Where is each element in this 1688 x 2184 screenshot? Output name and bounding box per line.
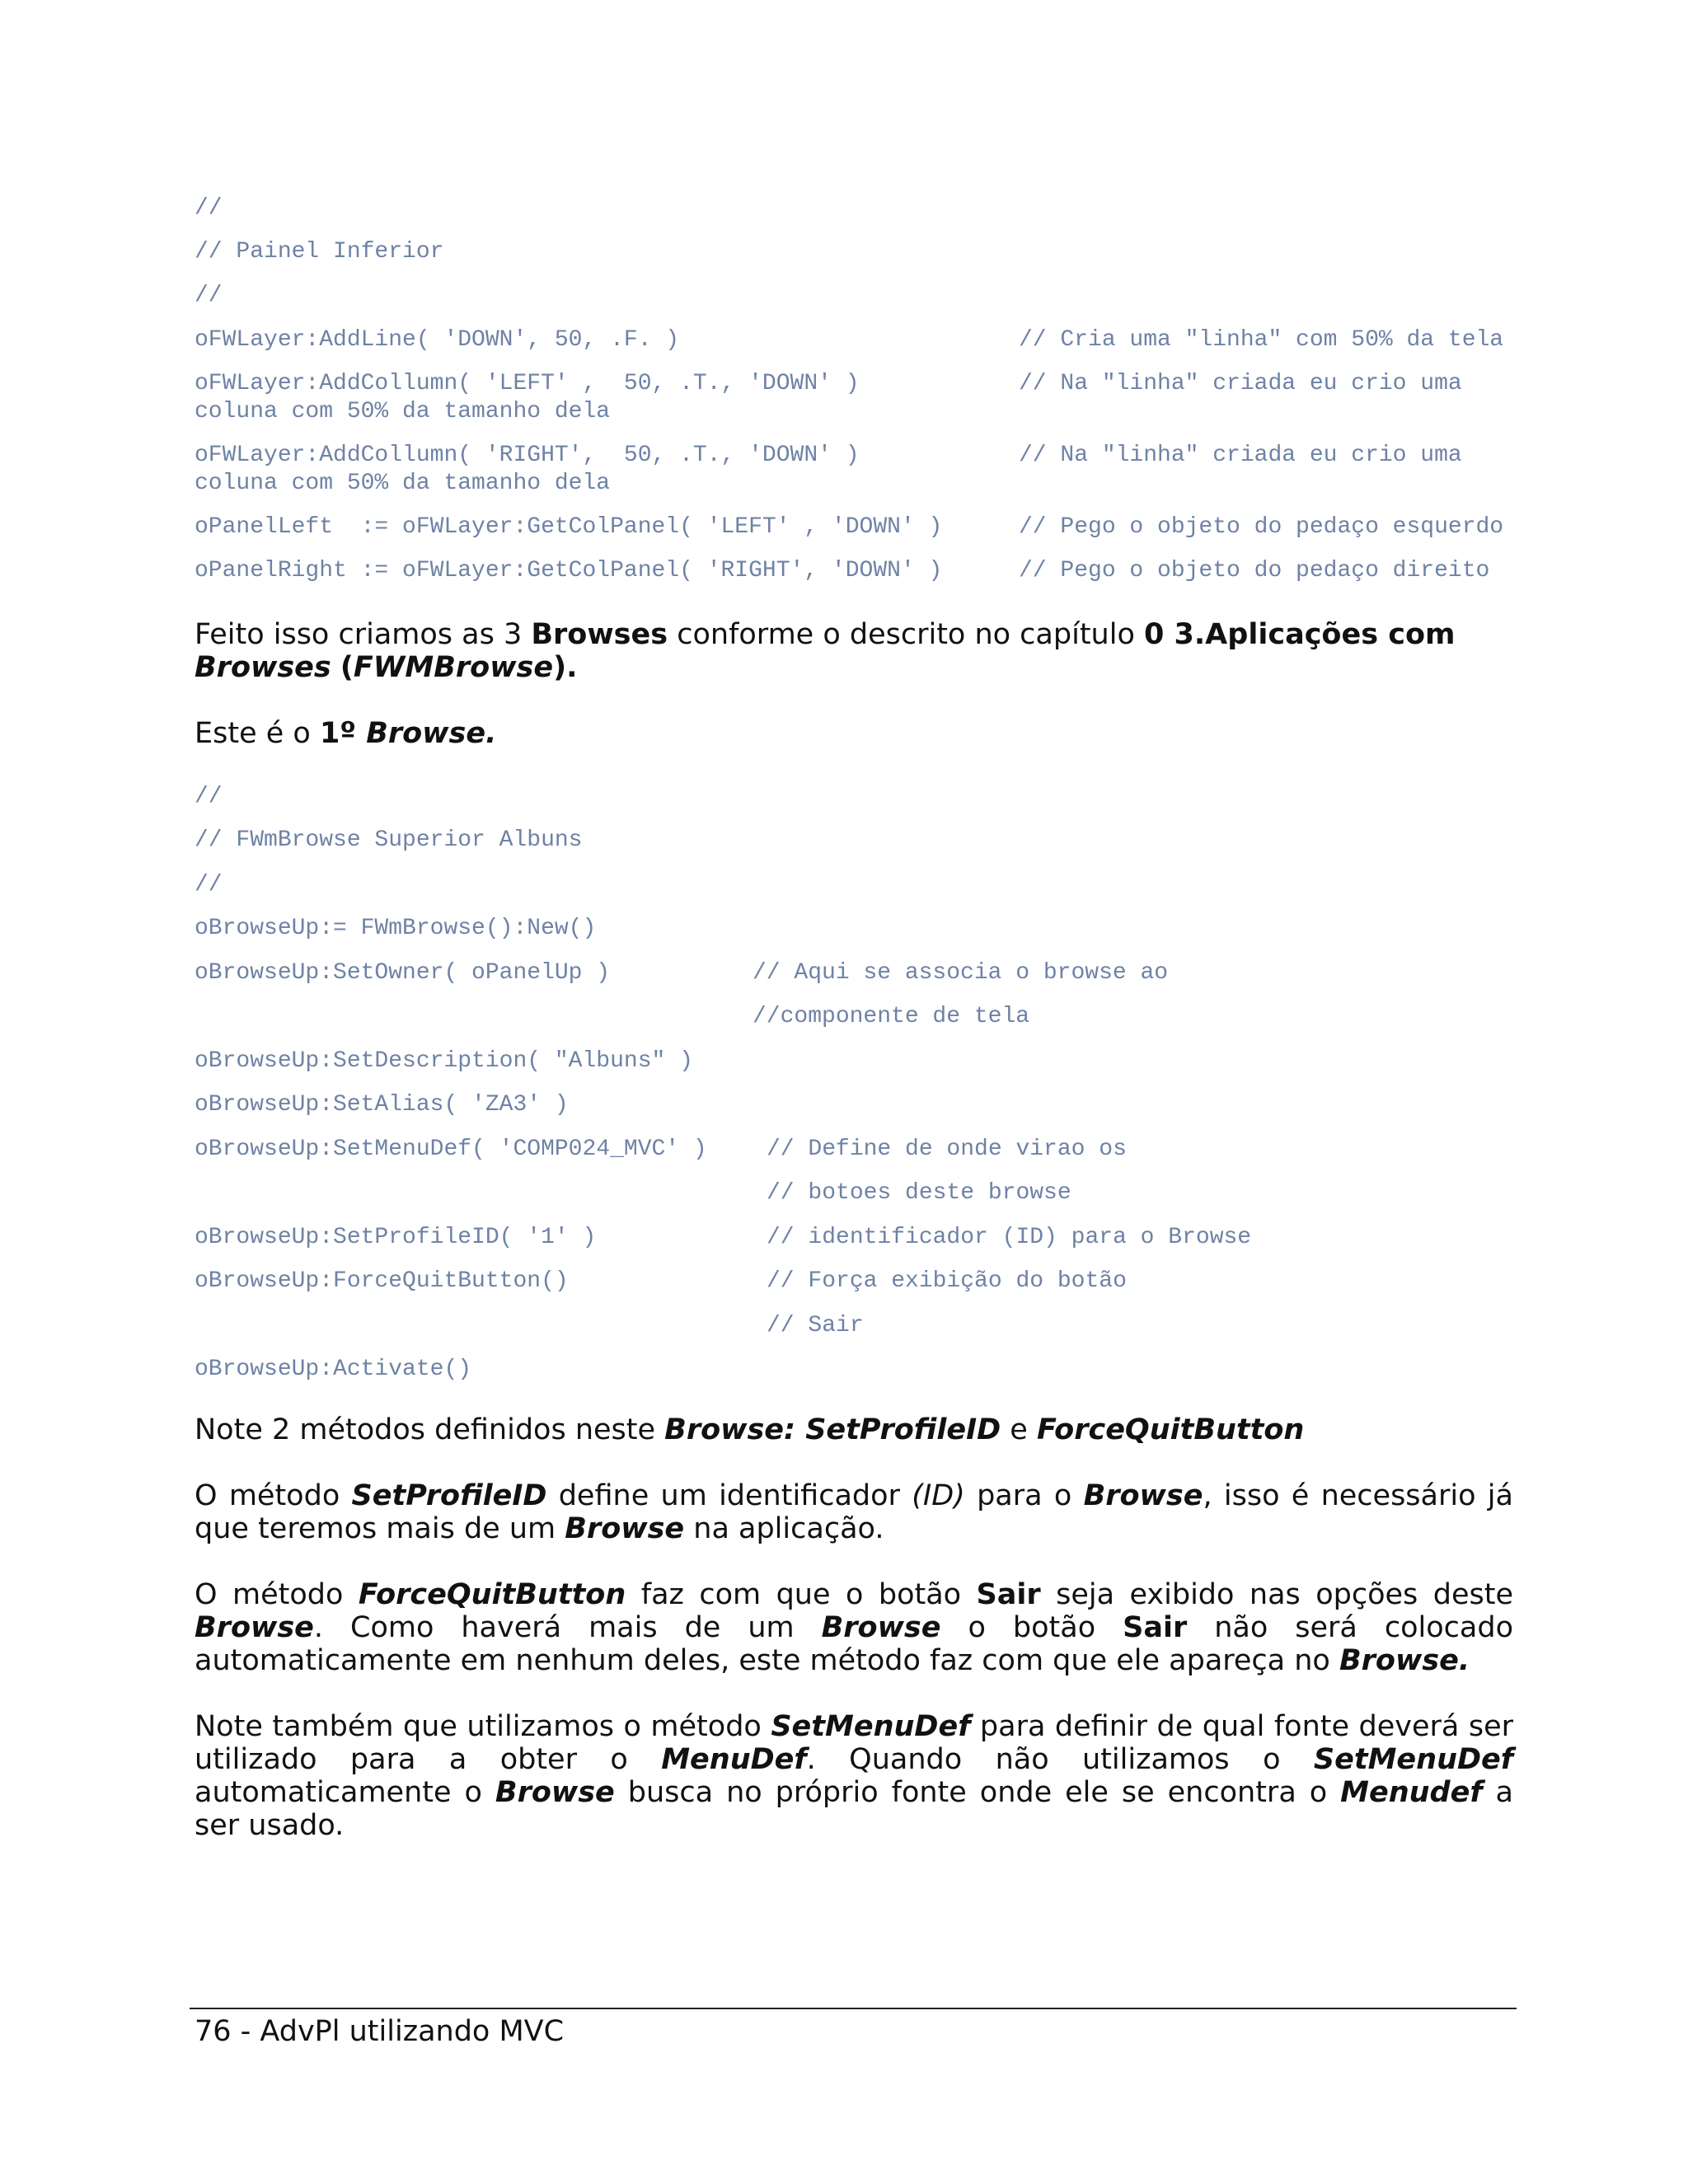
code-line: oBrowseUp:SetProfileID( '1' ) <box>195 1225 597 1250</box>
code-comment: // Aqui se associa o browse ao <box>753 960 1169 986</box>
code-comment: // Pego o objeto do pedaço esquerdo <box>1019 514 1504 540</box>
code-line: oPanelRight := oFWLayer:GetColPanel( 'RIGHT', 'DOWN' ) <box>195 558 943 583</box>
bold-italic-text: Browse <box>495 1776 615 1809</box>
code-comment-continuation: coluna com 50% da tamanho dela <box>195 471 611 496</box>
text: para definir de qual fonte deverá ser utilizado para a obter o <box>195 1710 1513 1776</box>
code-comment: // identificador (ID) para o Browse <box>767 1225 1252 1250</box>
code-comment-continuation: coluna com 50% da tamanho dela <box>195 399 611 424</box>
bold-italic-text: SetMenuDef <box>771 1710 971 1743</box>
text: na aplicação. <box>684 1512 884 1545</box>
text <box>331 651 340 684</box>
code-comment: // Sair <box>767 1313 864 1338</box>
code-comment: // Pego o objeto do pedaço direito <box>1019 558 1490 583</box>
code-comment: // Na "linha" criada eu crio uma <box>1019 443 1462 468</box>
text: não será colocado automaticamente em nenhum deles, este método faz com que ele apareça no <box>195 1611 1513 1677</box>
code-line: // <box>195 283 223 308</box>
bold-italic-text: SetMenuDef <box>1313 1743 1514 1776</box>
text: Note também que utilizamos o método <box>195 1710 771 1743</box>
text: a ser usado. <box>195 1776 1514 1842</box>
bold-italic-text: Browses <box>195 651 331 684</box>
code-line: oBrowseUp:SetMenuDef( 'COMP024_MVC' ) <box>195 1137 707 1162</box>
text: . Quando não utilizamos o <box>806 1743 1314 1776</box>
page-footer: 76 - AdvPl utilizando MVC <box>195 2015 565 2048</box>
text: faz com que o botão <box>626 1578 977 1611</box>
text: e <box>1001 1413 1037 1446</box>
code-comment: // botoes deste browse <box>767 1180 1071 1206</box>
code-comment: // Define de onde virao os <box>767 1137 1127 1162</box>
bold-text: Sair <box>976 1578 1041 1611</box>
text: o botão <box>940 1611 1123 1644</box>
code-line: oFWLayer:AddCollumn( 'RIGHT', 50, .T., 'DOWN' ) <box>195 443 860 468</box>
bold-italic-text: FWMBrowse <box>353 651 554 684</box>
bold-text: ). <box>553 651 578 684</box>
bold-italic-text: Menudef <box>1340 1776 1483 1809</box>
footer-divider <box>190 2008 1517 2009</box>
chapter-reference: 0 3.Aplicações com <box>1144 618 1456 651</box>
bold-italic-text: Browse <box>195 1611 314 1644</box>
code-line: // FWmBrowse Superior Albuns <box>195 827 583 853</box>
code-line: oFWLayer:AddLine( 'DOWN', 50, .F. ) <box>195 327 680 353</box>
paragraph-note-methods <box>195 1413 1513 1446</box>
paragraph-first-browse <box>195 717 1513 750</box>
code-line: // <box>195 784 223 809</box>
bold-italic-text: Browse <box>821 1611 941 1644</box>
text: O método <box>195 1578 359 1611</box>
code-line: oBrowseUp:SetAlias( 'ZA3' ) <box>195 1092 569 1118</box>
paragraph-forcequitbutton <box>195 1578 1513 1677</box>
code-line: oFWLayer:AddCollumn( 'LEFT' , 50, .T., 'DOWN' ) <box>195 371 860 396</box>
bold-italic-text: SetProfileID <box>351 1479 547 1512</box>
paragraph-setmenudef <box>195 1710 1513 1842</box>
text: , isso é necessário já que teremos mais de um <box>195 1479 1513 1545</box>
bold-text: ( <box>340 651 354 684</box>
text: automaticamente o <box>195 1776 495 1809</box>
text: O método <box>195 1479 352 1512</box>
bold-italic-text: Browse <box>1083 1479 1203 1512</box>
code-line: oBrowseUp:SetOwner( oPanelUp ) <box>195 960 611 986</box>
code-comment: // Na "linha" criada eu crio uma <box>1019 371 1462 396</box>
code-line: oPanelLeft := oFWLayer:GetColPanel( 'LEFT' , 'DOWN' ) <box>195 514 943 540</box>
code-line: oBrowseUp:Activate() <box>195 1357 472 1382</box>
bold-italic-text: Browse. <box>1339 1644 1470 1677</box>
text: Note 2 métodos definidos neste <box>195 1413 665 1446</box>
text: para o <box>964 1479 1084 1512</box>
code-line: oBrowseUp:SetDescription( "Albuns" ) <box>195 1048 693 1074</box>
bold-italic-text: Browse. <box>366 717 497 750</box>
text: seja exibido nas opções deste <box>1040 1578 1513 1611</box>
text: . Como haverá mais de um <box>313 1611 822 1644</box>
code-comment: // Cria uma "linha" com 50% da tela <box>1019 327 1504 353</box>
paragraph-setprofileid <box>195 1479 1513 1545</box>
code-line: // <box>195 195 223 221</box>
bold-italic-text: ForceQuitButton <box>358 1578 626 1611</box>
bold-text: Browses <box>531 618 668 651</box>
paragraph-browses-intro <box>195 618 1513 684</box>
bold-text: Sair <box>1123 1611 1188 1644</box>
bold-italic-text: Browse <box>565 1512 685 1545</box>
text: conforme o descrito no capítulo <box>668 618 1144 651</box>
code-line: oBrowseUp:ForceQuitButton() <box>195 1268 569 1294</box>
italic-text: (ID) <box>912 1479 965 1512</box>
code-line: // <box>195 872 223 898</box>
bold-text: 1º <box>319 717 367 750</box>
code-line: oBrowseUp:= FWmBrowse():New() <box>195 916 597 941</box>
text: busca no próprio fonte onde ele se encontra o <box>614 1776 1341 1809</box>
bold-italic-text: MenuDef <box>661 1743 807 1776</box>
code-comment: // Força exibição do botão <box>767 1268 1127 1294</box>
code-comment: //componente de tela <box>753 1004 1030 1029</box>
code-line: // Painel Inferior <box>195 239 444 265</box>
bold-italic-text: ForceQuitButton <box>1036 1413 1305 1446</box>
text: Este é o <box>195 717 320 750</box>
bold-italic-text: Browse: SetProfileID <box>664 1413 1001 1446</box>
text: Feito isso criamos as 3 <box>195 618 532 651</box>
text: define um identificador <box>546 1479 912 1512</box>
